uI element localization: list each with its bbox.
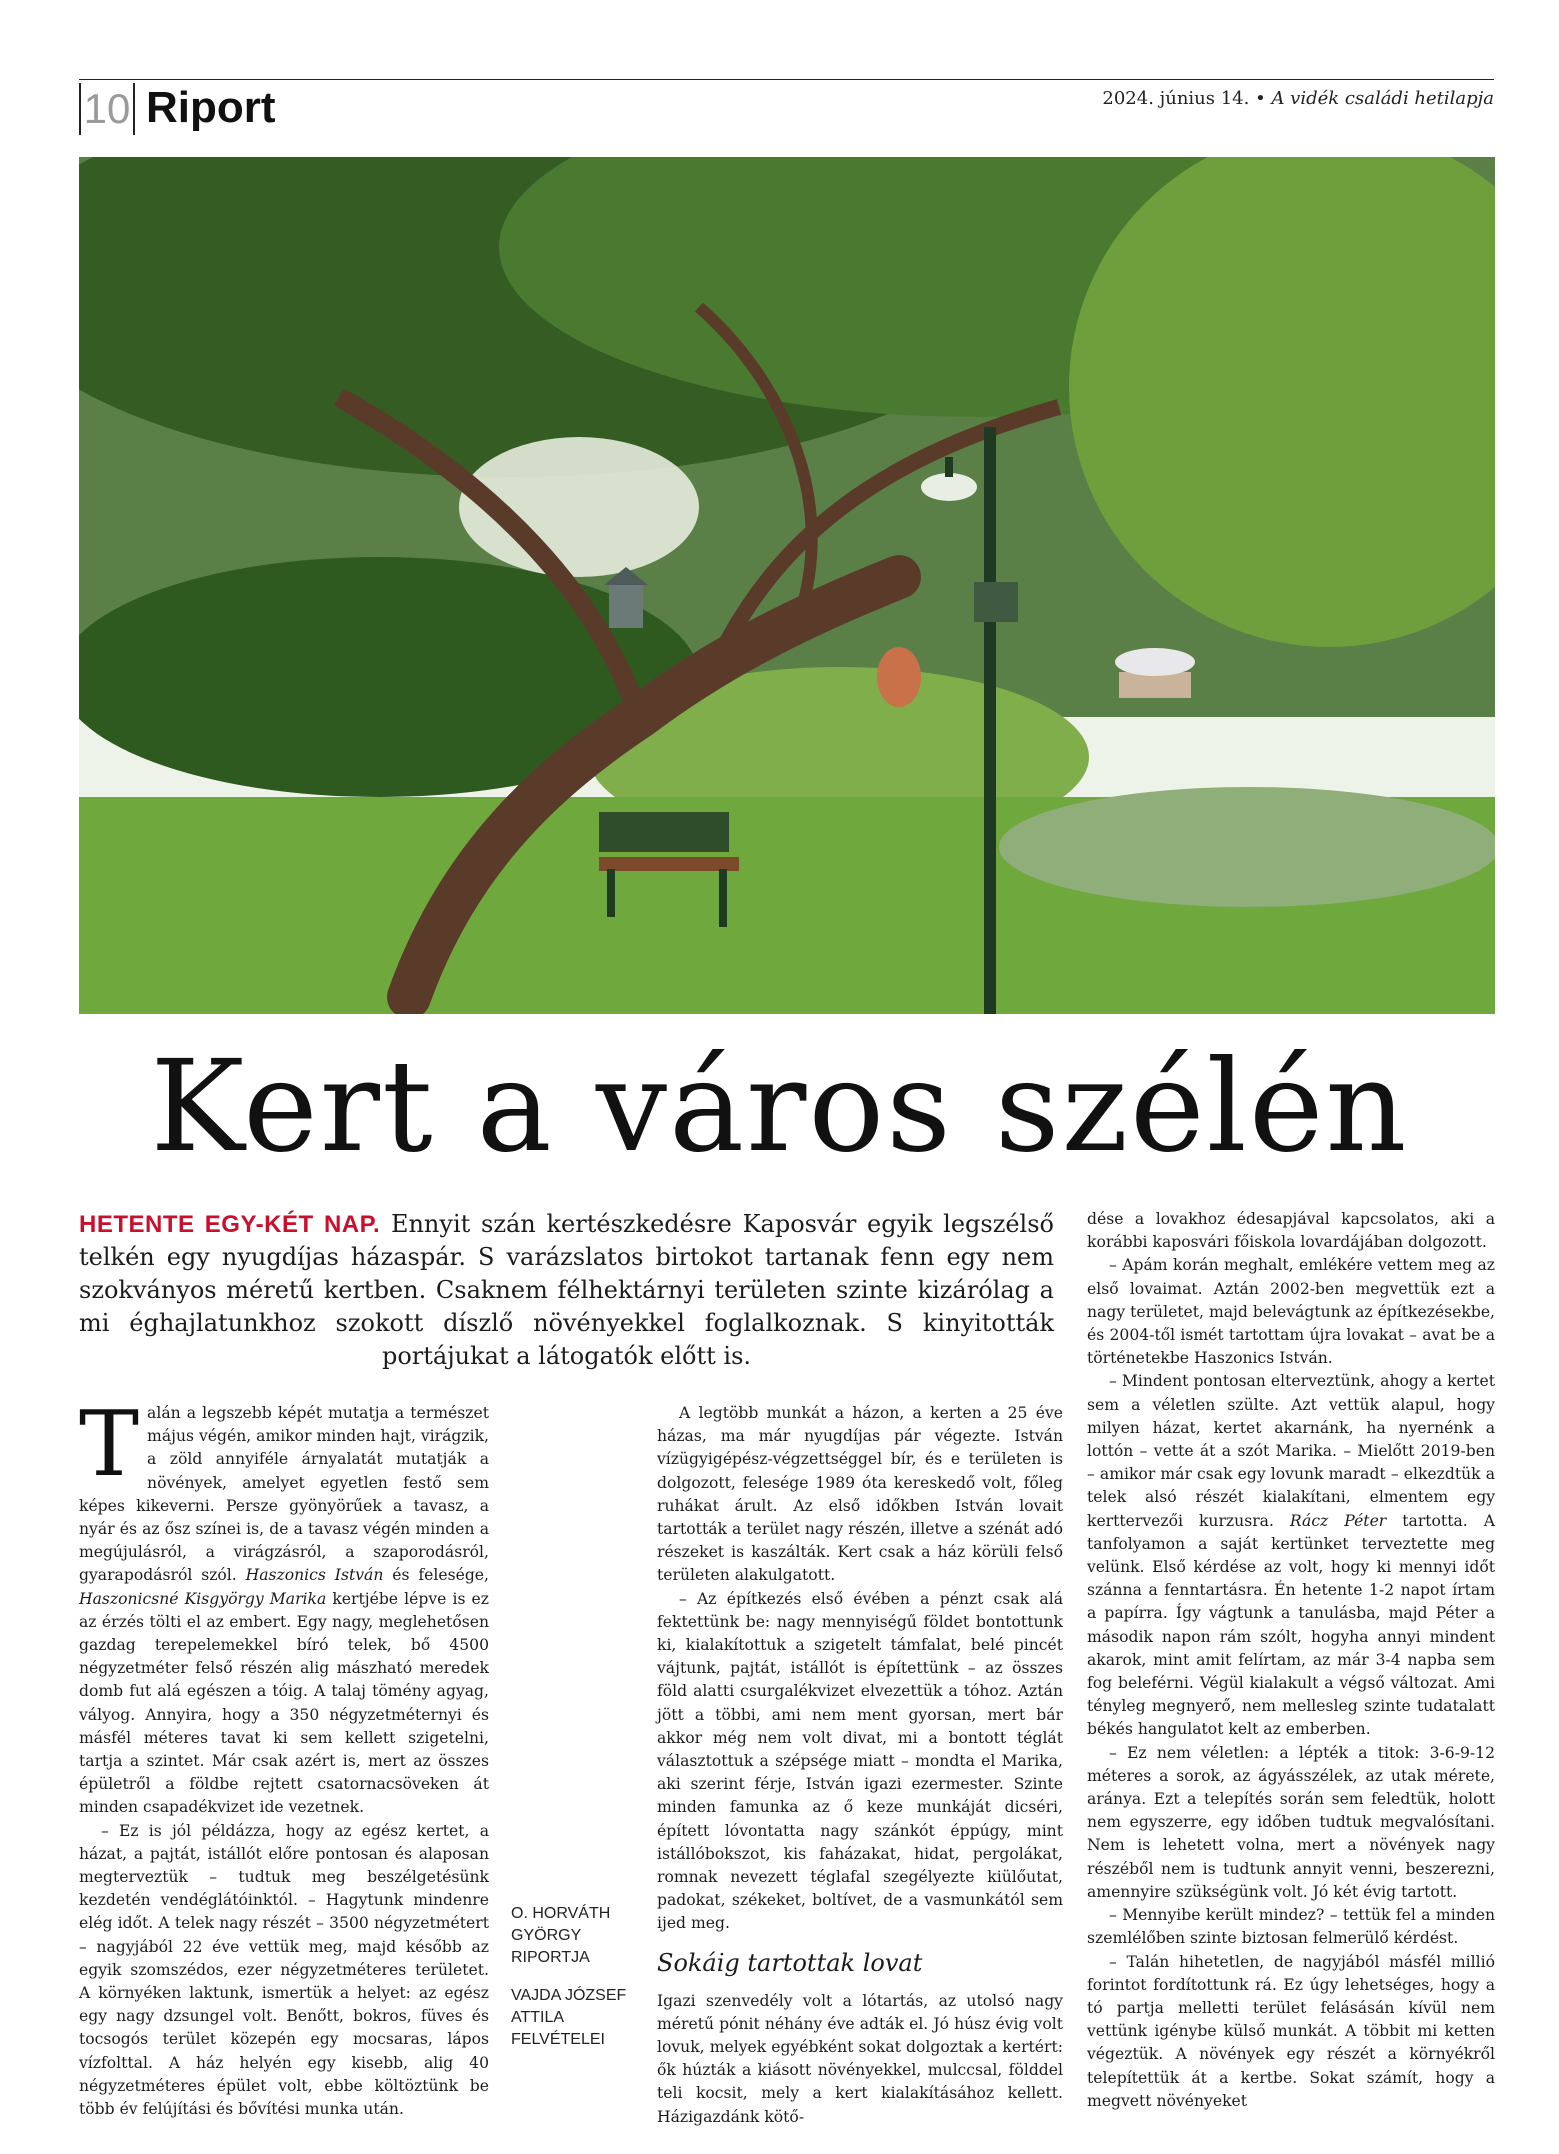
article-paragraph: – Az építkezés első évében a pénzt csak alá fektettünk be: nagy mennyiségű földet bontottunk ki, kialakítottuk a szigetelt támfalat, belé pincét vájtunk, pajtát, istállót is építettünk – az összes föld alatti csurgalékvizet elvezettük a tóhoz. Aztán jött a többi, ami nem ment gyorsan, mert bár akkor még nem volt divat, mi a bontott téglát választottuk a szépsége miatt – mondta el Marika, aki szerint férje, István igazi ezermester. Szinte minden famunka az ő keze munkáját dicséri, épített lóvontatta nagy szánkót éppúgy, mint istállóbokszot, kis faházakat, hidat, pergolákat, romnak nevezett téglafal szegélyezte kiülőutat, padokat, székeket, boltívet, de a vasmunkától sem ijed meg. [657,1589,1063,1933]
article-paragraph: – Ez is jól példázza, hogy az egész kertet, a házat, a pajtát, istállót előre pontosan és alaposan megterveztük – tudtuk meg beszélgetésünk kezdetén vendéglátóinktól. – Hagytunk mindenre elég időt. A telek nagy részét – 3500 négyzetmétert – nagyjából 22 éve vettük meg, majd később az egyik szomszédos, ezer négyzetméteres területet. A környéken laktunk, ismertük a helyet: az egész egy nagy dzsungel volt. Benőtt, bokros, füves és tocsogós terület közepén egy mocsaras, lápos vízfolttal. A ház helyén egy kisebb, alig 40 négyzetméteres épület volt, ebbe költöztünk be több év felújítási és bővítési munka után. [79,1821,489,2119]
article-column-2 [657,1402,1063,2129]
lead-paragraph [79,1208,1054,1373]
article-paragraph: Igazi szenvedély volt a lótartás, az utolsó nagy méretű pónit néhány éve adták el. Jó húsz évig volt lovuk, melyek egyébként sokat dolgoztak a kertért: ők húzták a kiásott növényekkel, mulccsal, földdel teli kocsit, mely a kert kialakításához kellett. Házigazdánk kötő- [657,1991,1063,2126]
credits-gap [511,1969,639,1985]
garden-photo [79,157,1495,1014]
article-paragraph: – Mennyibe került mindez? – tettük fel a minden szemlélőben szinte biztosan felmerülő kérdést. [1087,1906,1495,1948]
lead-kicker: HETENTE EGY-KÉT NAP. [79,1211,381,1238]
article-credits [511,1903,639,2051]
author-credit-line: RIPORTJA [511,1949,590,1966]
article-paragraph: – Ez nem véletlen: a lépték a titok: 3-6-9-12 méteres a sorok, az ágyásszélek, az utak mérete, aránya. Ezt a telepítés során sem feledtük, holott nem egyszerre, egy időben tudtuk megvalósítani. Nem is lehetett volna, mert a növények nagy részéből nem is tudtunk annyit venni, beszerezni, amennyire szükségünk volt. Jó két évig tartott. [1087,1743,1495,1901]
article-paragraph: dése a lovakhoz édesapjával kapcsolatos, aki a korábbi kaposvári főiskola lovardájában dolgozott. [1087,1210,1495,1252]
birdhouse [609,582,643,628]
article-paragraph: A legtöbb munkát a házon, a kerten a 25 éve házas, ma már nyugdíjas pár végezte. István vízügyigépész-végzettséggel bír, és e területen is dolgozott, felesége 1989 óta kereskedő volt, főleg ruhákat árult. Az első időkben István lovait tartották a terület nagy részén, illetve a szénát adó részeket is kaszálták. Kert csak a ház körüli felső területen alakulgatott. [657,1404,1063,1585]
dateline-separator: • [1255,88,1266,109]
bird-feeder [974,582,1018,622]
photo-credit-line: ATTILA [511,2009,565,2026]
issue-date: 2024. június 14. [1102,88,1250,109]
article-paragraph: – Talán hihetetlen, de nagyjából másfél millió forintot fordítottunk rá. Ez úgy lehetséges, hogy a tó partja melletti terület felásásán kívül nem vettünk igénybe külső munkát. A többit mi ketten végeztük. A növények egy részét a környékről telepítettük át a kertbe. Sokat számít, hogy a megvett növényeket [1087,1952,1495,2110]
author-credit-line: O. HORVÁTH [511,1905,611,1922]
article-paragraph: – Apám korán meghalt, emlékére vettem meg az első lovaimat. Aztán 2002-ben megvettük ezt a nagy területet, majd belevágtunk az építkezésekbe, és 2004-től ismét tartottam újra lovakat – avat be a történetekbe Haszonics István. [1087,1256,1496,1368]
publication-tagline: A vidék családi hetilapja [1271,88,1494,109]
photo-credit-line: VAJDA JÓZSEF [511,1987,627,2004]
paragraph-text: alán a legszebb képét mutatja a természet május végén, amikor minden hajt, virágzik, a zöld annyiféle árnyalatát mutatják a növények, amelyet egyetlen festő sem képes kikeverni. Persze gyönyörűek a tavasz, a nyár és az ősz színei is, de a tavasz végén minden a megújulásról, a virágzásról, a szaporodásról, gyarapodásról szól. [79,1404,489,1585]
planter-flowers [1115,648,1195,676]
lead-text: Ennyit szán kertészkedésre Kaposvár egyik legszélső telkén egy nyugdíjas házaspár. S varázslatos birtokot tartanak fenn egy nem szokványos méretű kertben. Csaknem félhektárnyi területen szinte kizárólag a mi éghajlatunkhoz szokott díszlő növényekkel foglalkoznak. S kinyitották portájukat a látogatók előtt is. [79,1210,1054,1370]
paragraph-text: és felesége, [383,1566,489,1585]
dateline [1102,88,1494,109]
article-column-3 [1087,1208,1495,2113]
header-rule [79,79,1494,80]
author-credit-line: GYÖRGY [511,1927,582,1944]
terracotta-pot [877,647,921,707]
photo-credit-line: FELVÉTELEI [511,2031,605,2048]
article-column-1 [79,1392,489,2121]
article-paragraph [1087,1370,1495,1741]
drop-cap: T [79,1392,140,1497]
headline: Kert a város szélén [150,1033,1409,1180]
person-name: Haszonicsné Kisgyörgy Marika [79,1589,327,1608]
section-title: Riport [146,83,276,132]
person-name: Rácz Péter [1289,1511,1387,1530]
paragraph-text: tartotta. A tanfolyamon a saját kertünket terveztette meg velünk. Első kérdése az volt, hogy ki mennyi időt szánna a fenntartásra. Én hetente 1-2 napot írtam a papírra. Így vágtunk a tanulásba, majd Péter a második napon rám szólt, hogyha annyi mindent akarok, mint amit felírtam, az már 3-4 napba sem fog beleférni. Végül kialakult a végső változat. Ami tényleg megnyerő, nem mellesleg szinte tudatalatt békés hangulatot kelt az emberben. [1087,1511,1495,1739]
subheading: Sokáig tartottak lovat [657,1948,923,1977]
paragraph-text: – Mindent pontosan elterveztünk, ahogy a kertet sem a véletlen szülte. Azt vettük alapul, hogy milyen házat, kertet akarnánk, ha nyernénk a lottón – vette át a szót Marika. – Mielőtt 2019-ben – amikor már csak egy lovunk maradt – elkezdtük a telek alsó részét kialakítani, elmentem egy kerttervezői kurzusra. [1087,1372,1495,1530]
page-number: 10 [79,83,135,135]
article-paragraph [79,1392,489,1820]
paragraph-text: kertjébe lépve is ez az érzés tölti el az embert. Egy nagy, meglehetősen gazdag terepelemekkel bíró telek, bő 4500 négyzetméter felső részén alig mászható meredek domb fut alá egészen a tóig. A talaj tömény agyag, vályog. Annyira, hogy a 350 négyzetméternyi és másfél méteres tavat ki sem kellett szigetelni, tartja a szintet. Már csak azért is, mert az összes épületről a földbe rejtett csatornacsöveken át minden csapadékvizet ide vezetnek. [79,1589,489,1817]
lavender-bed [999,787,1495,907]
person-name: Haszonics István [245,1566,384,1585]
garden-illustration [79,157,1495,1014]
